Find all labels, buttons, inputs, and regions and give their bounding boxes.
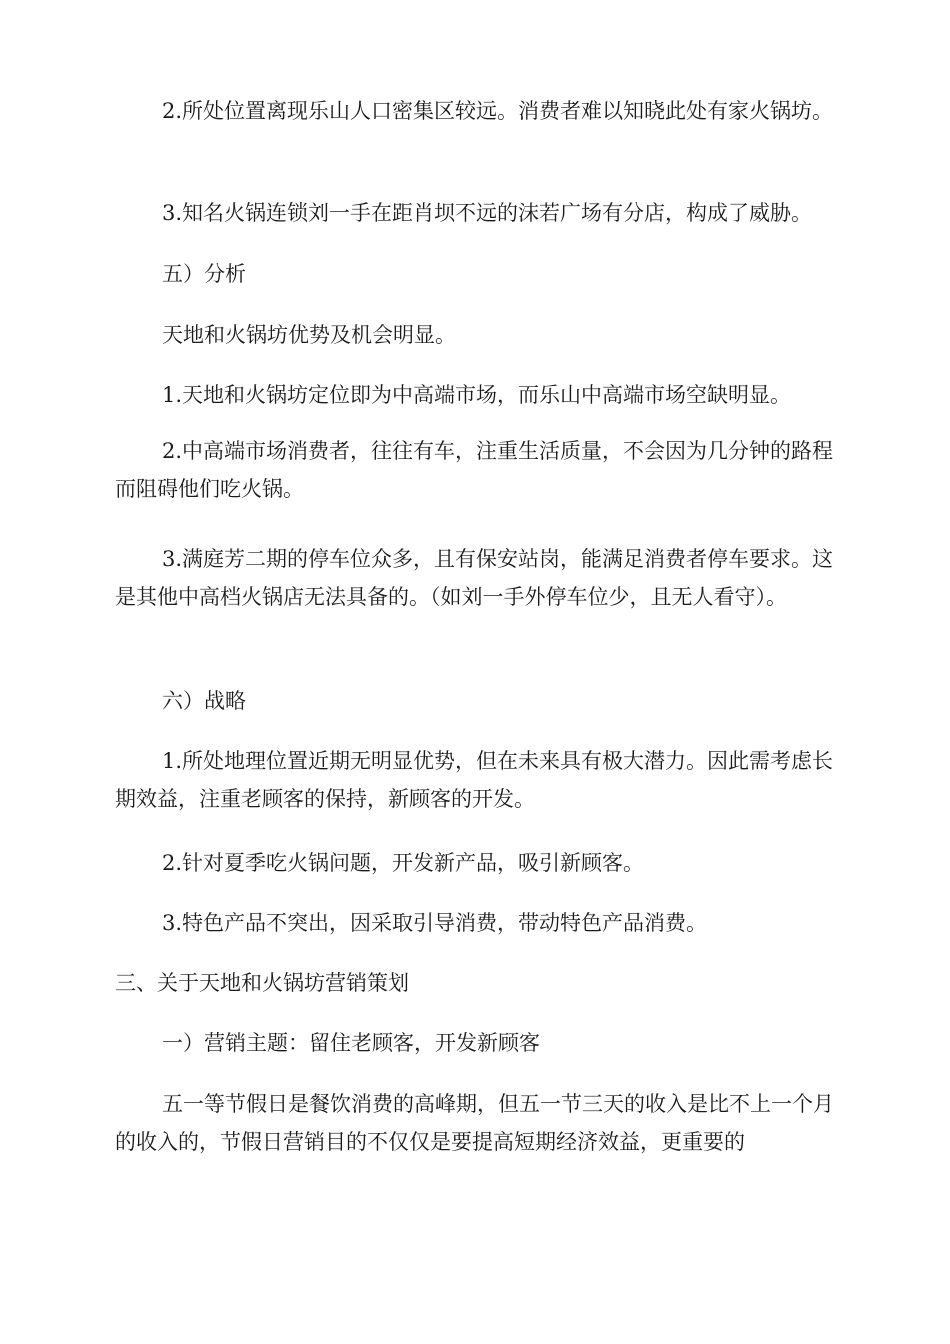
section-heading-strategy: 六）战略	[162, 689, 246, 713]
paragraph-holiday-marketing: 五一等节假日是餐饮消费的高峰期，但五一节三天的收入是比不上一个月的收入的，节假日营销目的不仅仅是要提高短期经济效益，更重要的	[115, 1092, 834, 1154]
paragraph-location-far: 2.所处位置离现乐山人口密集区较远。消费者难以知晓此处有家火锅坊。	[162, 99, 834, 123]
paragraph-strategy-2: 2.针对夏季吃火锅问题，开发新产品，吸引新顾客。	[162, 851, 645, 875]
paragraph-consumers: 2.中高端市场消费者，往往有车，注重生活质量，不会因为几分钟的路程而阻碍他们吃火锅。	[115, 439, 834, 501]
paragraph-strategy-1: 1.所处地理位置近期无明显优势，但在未来具有极大潜力。因此需考虑长期效益，注重老顾客的保持，新顾客的开发。	[115, 749, 834, 811]
paragraph-parking: 3.满庭芳二期的停车位众多，且有保安站岗，能满足消费者停车要求。这是其他中高档火锅店无法具备的。（如刘一手外停车位少，且无人看守）。	[115, 547, 834, 609]
paragraph-competitor-threat: 3.知名火锅连锁刘一手在距肖坝不远的沫若广场有分店，构成了威胁。	[162, 201, 813, 225]
paragraph-advantages: 天地和火锅坊优势及机会明显。	[162, 323, 456, 347]
paragraph-strategy-3: 3.特色产品不突出，因采取引导消费，带动特色产品消费。	[162, 911, 708, 935]
paragraph-positioning: 1.天地和火锅坊定位即为中高端市场，而乐山中高端市场空缺明显。	[162, 383, 792, 407]
subsection-heading-theme: 一）营销主题：留住老顾客，开发新顾客	[162, 1031, 540, 1055]
section-heading-analysis: 五）分析	[162, 262, 246, 286]
section-heading-marketing-plan: 三、关于天地和火锅坊营销策划	[115, 971, 409, 995]
